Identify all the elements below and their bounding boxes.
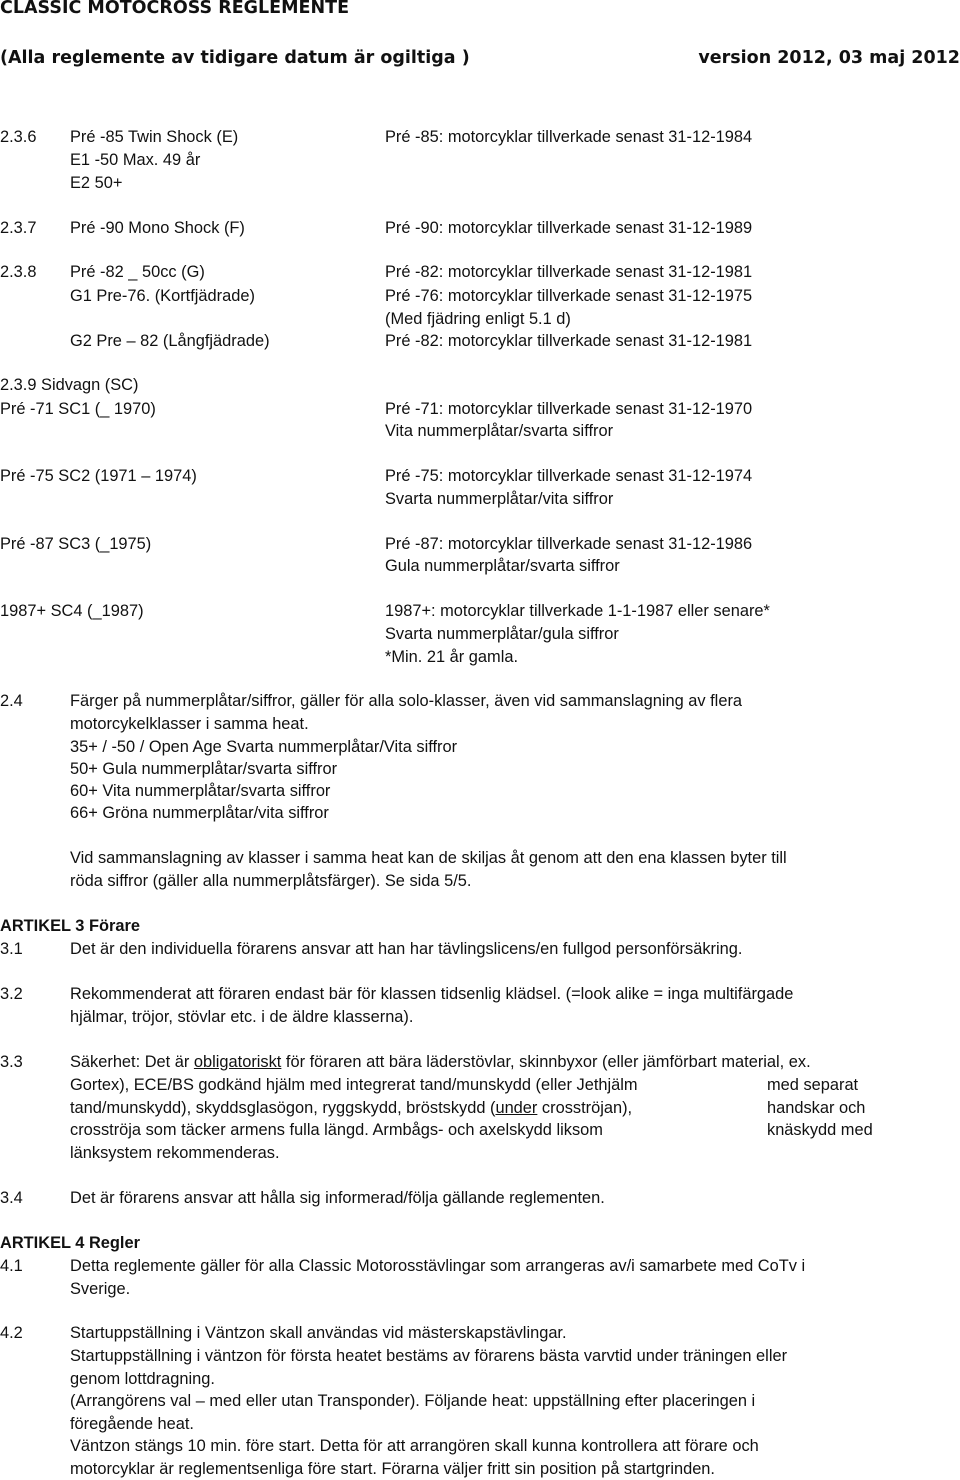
paragraph-line: handskar och <box>767 1099 866 1117</box>
text-run: crosströjan), <box>537 1099 633 1117</box>
section-number: 2.3.7 <box>0 219 37 237</box>
sidecar-class-label: Pré -87 SC3 (_1975) <box>0 535 152 553</box>
sidecar-class-note: Svarta nummerplåtar/gula siffror <box>385 625 619 643</box>
paragraph-line: crosströja som täcker armens fulla längd. Armbågs- och axelskydd liksom <box>70 1121 603 1139</box>
color-rule-item: 66+ Gröna nummerplåtar/vita siffror <box>70 804 329 822</box>
paragraph-line: föregående heat. <box>70 1415 194 1433</box>
class-name: Pré -82 _ 50cc (G) <box>70 263 205 281</box>
color-rule-item: 50+ Gula nummerplåtar/svarta siffror <box>70 760 338 778</box>
paragraph-line: Vid sammanslagning av klasser i samma heat kan de skiljas åt genom att den ena klassen byter till <box>70 849 787 867</box>
section-number: 2.4 <box>0 692 23 710</box>
paragraph-line: Sverige. <box>70 1280 131 1298</box>
paragraph-line <box>70 1098 632 1118</box>
color-rule-item: 60+ Vita nummerplåtar/svarta siffror <box>70 782 331 800</box>
paragraph-line: Det är den individuella förarens ansvar att han har tävlingslicens/en fullgod personförsäkring. <box>70 940 743 958</box>
section-heading: 2.3.9 Sidvagn (SC) <box>0 376 139 394</box>
paragraph-line: (Arrangörens val – med eller utan Transponder). Följande heat: uppställning efter placeringen i <box>70 1392 756 1410</box>
paragraph-line: motorcyklar är reglementsenliga före start. Förarna väljer fritt sin position på startgrinden. <box>70 1460 715 1478</box>
sidecar-class-note: Gula nummerplåtar/svarta siffror <box>385 557 620 575</box>
paragraph-line: länksystem rekommenderas. <box>70 1144 280 1162</box>
class-description: Pré -85: motorcyklar tillverkade senast 31-12-1984 <box>385 128 753 146</box>
paragraph-line: motorcykelklasser i samma heat. <box>70 715 309 733</box>
paragraph-line: knäskydd med <box>767 1121 873 1139</box>
subclass-description: Pré -76: motorcyklar tillverkade senast 31-12-1975 <box>385 287 753 305</box>
sidecar-class-label: Pré -71 SC1 (_ 1970) <box>0 400 156 418</box>
paragraph-line: Gortex), ECE/BS godkänd hjälm med integrerat tand/munskydd (eller Jethjälm <box>70 1076 638 1094</box>
version-label: version 2012, 03 maj 2012 <box>698 48 960 68</box>
section-number: 3.1 <box>0 940 23 958</box>
section-number: 3.2 <box>0 985 23 1003</box>
paragraph-line: Startuppställning i väntzon för första heatet bestäms av förarens bästa varvtid under träningen eller <box>70 1347 788 1365</box>
class-description: Pré -82: motorcyklar tillverkade senast 31-12-1981 <box>385 263 753 281</box>
paragraph-line: hjälmar, tröjor, stövlar etc. i de äldre klasserna). <box>70 1008 414 1026</box>
sidecar-class-description: Pré -71: motorcyklar tillverkade senast 31-12-1970 <box>385 400 753 418</box>
underlined-text: under <box>495 1099 538 1117</box>
paragraph-line: Rekommenderat att föraren endast bär för klassen tidsenlig klädsel. (=look alike = inga multifärgade <box>70 985 794 1003</box>
sidecar-class-description: Pré -75: motorcyklar tillverkade senast 31-12-1974 <box>385 467 753 485</box>
paragraph-line: genom lottdragning. <box>70 1370 215 1388</box>
color-rule-item: 35+ / -50 / Open Age Svarta nummerplåtar/Vita siffror <box>70 738 458 756</box>
section-number: 3.3 <box>0 1053 23 1071</box>
class-name: Pré -90 Mono Shock (F) <box>70 219 245 237</box>
section-number: 2.3.6 <box>0 128 37 146</box>
class-description: Pré -90: motorcyklar tillverkade senast 31-12-1989 <box>385 219 753 237</box>
text-run: tand/munskydd), skyddsglasögon, ryggskydd, bröstskydd ( <box>70 1099 496 1117</box>
paragraph-line: Väntzon stängs 10 min. före start. Detta för att arrangören skall kunna kontrollera att förare och <box>70 1437 759 1455</box>
section-number: 2.3.8 <box>0 263 37 281</box>
sidecar-class-note: Svarta nummerplåtar/vita siffror <box>385 490 614 508</box>
paragraph-line: med separat <box>767 1076 859 1094</box>
paragraph-line: Det är förarens ansvar att hålla sig informerad/följa gällande reglementen. <box>70 1189 605 1207</box>
paragraph-line: röda siffror (gäller alla nummerplåtsfärger). Se sida 5/5. <box>70 872 472 890</box>
paragraph-line: Startuppställning i Väntzon skall användas vid mästerskapstävlingar. <box>70 1324 567 1342</box>
section-number: 4.2 <box>0 1324 23 1342</box>
subclass: G1 Pre-76. (Kortfjädrade) <box>70 287 255 305</box>
subclass: E2 50+ <box>70 174 123 192</box>
page-title: CLASSIC MOTOCROSS REGLEMENTE <box>0 0 350 18</box>
sidecar-class-description: Pré -87: motorcyklar tillverkade senast 31-12-1986 <box>385 535 753 553</box>
sidecar-class-label: Pré -75 SC2 (1971 – 1974) <box>0 467 197 485</box>
text-run: för föraren att bära läderstövlar, skinnbyxor (eller jämförbart material, ex. <box>281 1053 811 1071</box>
underlined-text: obligatoriskt <box>193 1053 282 1071</box>
paragraph-line: Färger på nummerplåtar/siffror, gäller för alla solo-klasser, även vid sammanslagning av flera <box>70 692 743 710</box>
paragraph-line <box>70 1052 811 1072</box>
article-heading: ARTIKEL 4 Regler <box>0 1234 140 1252</box>
section-number: 4.1 <box>0 1257 23 1275</box>
subclass-note: (Med fjädring enligt 5.1 d) <box>385 310 571 328</box>
sidecar-class-description: 1987+: motorcyklar tillverkade 1-1-1987 eller senare* <box>385 602 770 620</box>
subclass: G2 Pre – 82 (Långfjädrade) <box>70 332 270 350</box>
subclass: E1 -50 Max. 49 år <box>70 151 201 169</box>
section-number: 3.4 <box>0 1189 23 1207</box>
paragraph-line: Detta reglemente gäller för alla Classic Motorosstävlingar som arrangeras av/i samarbete med CoTv i <box>70 1257 806 1275</box>
article-heading: ARTIKEL 3 Förare <box>0 917 140 935</box>
class-name: Pré -85 Twin Shock (E) <box>70 128 239 146</box>
subclass-description: Pré -82: motorcyklar tillverkade senast 31-12-1981 <box>385 332 753 350</box>
sidecar-class-note: Vita nummerplåtar/svarta siffror <box>385 422 614 440</box>
page-subtitle: (Alla reglemente av tidigare datum är ogiltiga ) <box>0 48 470 68</box>
text-run: Säkerhet: Det är <box>70 1053 194 1071</box>
sidecar-class-label: 1987+ SC4 (_1987) <box>0 602 144 620</box>
sidecar-class-note: *Min. 21 år gamla. <box>385 648 519 666</box>
